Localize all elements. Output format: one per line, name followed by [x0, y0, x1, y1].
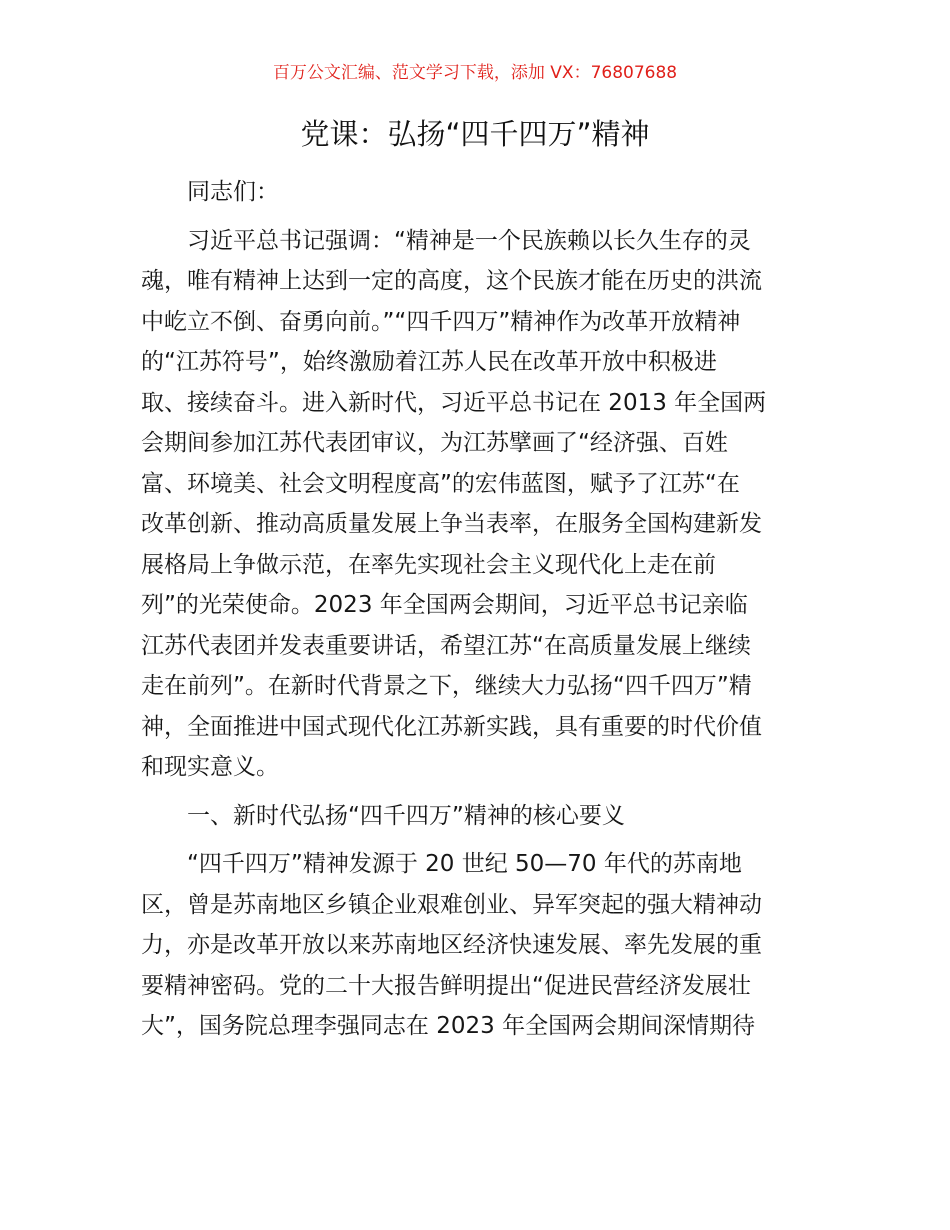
paragraph-line: 区，曾是苏南地区乡镇企业艰难创业、异军突起的强大精神动 [141, 891, 762, 918]
paragraph-line: 和现实意义。 [141, 754, 279, 780]
paragraph-line: 富、环境美、社会文明程度高”的宏伟蓝图，赋予了江苏“在 [141, 470, 740, 497]
paragraph-line: 神，全面推进中国式现代化江苏新实践，具有重要的时代价值 [141, 713, 762, 740]
section-heading: 一、新时代弘扬“四千四万”精神的核心要义 [187, 802, 625, 829]
paragraph-line: 大”，国务院总理李强同志在 2023 年全国两会期间深情期待 [141, 1013, 756, 1039]
paragraph-line: 习近平总书记强调：“精神是一个民族赖以长久生存的灵 [187, 227, 751, 254]
paragraph-line: 力，亦是改革开放以来苏南地区经济快速发展、率先发展的重 [141, 932, 762, 958]
salutation: 同志们： [187, 179, 279, 205]
document-body [141, 172, 811, 1047]
paragraph-line: 列”的光荣使命。2023 年全国两会期间，习近平总书记亲临 [141, 592, 748, 618]
paragraph-line: 展格局上争做示范，在率先实现社会主义现代化上走在前 [141, 551, 716, 578]
paragraph-line: 的“江苏符号”，始终激励着江苏人民在改革开放中积极进 [141, 349, 717, 375]
paragraph-line: 改革创新、推动高质量发展上争当表率，在服务全国构建新发 [141, 511, 762, 537]
watermark-header: 百万公文汇编、范文学习下载，添加 VX：76807688 [272, 63, 678, 83]
document-title: 党课：弘扬“四千四万”精神 [300, 117, 650, 151]
paragraph-line: 魂，唯有精神上达到一定的高度，这个民族才能在历史的洪流 [141, 268, 762, 294]
paragraph-line: 取、接续奋斗。进入新时代，习近平总书记在 2013 年全国两 [141, 389, 767, 416]
paragraph-line: 要精神密码。党的二十大报告鲜明提出“促进民营经济发展壮 [141, 972, 751, 999]
paragraph-line: 走在前列”。在新时代背景之下，继续大力弘扬“四千四万”精 [141, 673, 752, 699]
paragraph-line: 中屹立不倒、奋勇向前。”“四千四万”精神作为改革开放精神 [141, 308, 741, 335]
paragraph-line: “四千四万”精神发源于 20 世纪 50—70 年代的苏南地 [187, 851, 742, 877]
paragraph-line: 会期间参加江苏代表团审议，为江苏擘画了“经济强、百姓 [141, 430, 728, 456]
paragraph-line: 江苏代表团并发表重要讲话，希望江苏“在高质量发展上继续 [141, 632, 751, 659]
